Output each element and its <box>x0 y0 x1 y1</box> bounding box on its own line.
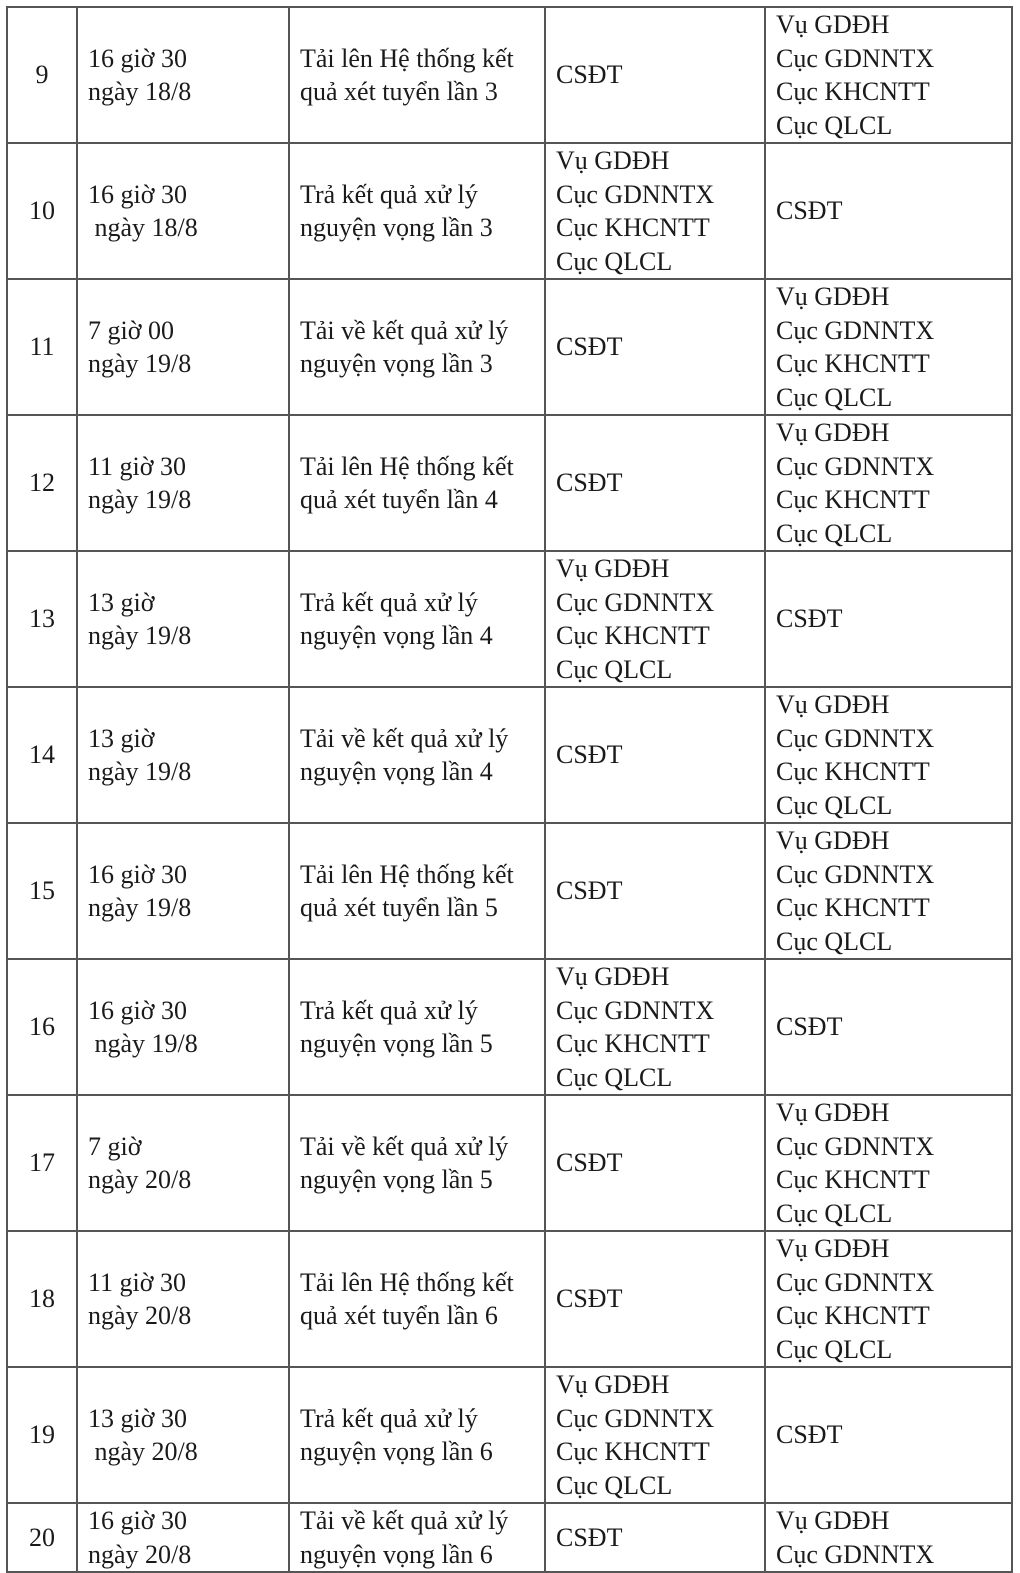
responsible-cell <box>545 415 765 551</box>
responsible-cell-line: CSĐT <box>556 1148 623 1178</box>
time-cell <box>77 143 289 279</box>
time-cell <box>77 959 289 1095</box>
time-cell-line: ngày 20/8 <box>88 1539 192 1569</box>
responsible-cell-line: Cục GDNNTX <box>556 587 715 617</box>
coordinating-cell <box>765 143 1012 279</box>
responsible-cell <box>545 1503 765 1572</box>
task-cell-line: nguyện vọng lần 3 <box>300 349 493 378</box>
responsible-cell-line: Vụ GDĐH <box>556 962 670 991</box>
coordinating-cell-line: Cục QLCL <box>776 382 893 412</box>
responsible-cell <box>545 959 765 1095</box>
responsible-cell <box>545 1231 765 1367</box>
time-cell <box>77 1231 289 1367</box>
responsible-cell-line: Cục QLCL <box>556 1470 673 1500</box>
responsible-cell-line: Cục KHCNTT <box>556 1437 710 1466</box>
coordinating-cell-line: Cục KHCNTT <box>776 893 930 922</box>
time-cell-line: ngày 18/8 <box>88 77 192 106</box>
time-cell-line: 16 giờ 30 <box>88 179 187 209</box>
coordinating-cell-line: Cục GDNNTX <box>776 859 935 889</box>
time-cell <box>77 1095 289 1231</box>
time-cell-line: 16 giờ 30 <box>88 1506 187 1535</box>
task-cell-line: Tải về kết quả xử lý <box>300 1131 509 1161</box>
responsible-cell-line: Cục QLCL <box>556 246 673 276</box>
coordinating-cell-line: Vụ GDĐH <box>776 10 890 39</box>
row-number-cell: 19 <box>7 1367 77 1503</box>
task-cell-line: Tải lên Hệ thống kết <box>300 1267 514 1297</box>
coordinating-cell <box>765 959 1012 1095</box>
responsible-cell-line: CSĐT <box>556 1522 623 1552</box>
coordinating-cell-line: Vụ GDĐH <box>776 826 890 855</box>
row-number-cell: 11 <box>7 279 77 415</box>
task-cell-line: nguyện vọng lần 4 <box>300 757 493 786</box>
task-cell-line: nguyện vọng lần 5 <box>300 1165 493 1194</box>
task-cell-line: Trả kết quả xử lý <box>300 587 478 617</box>
responsible-cell-line: CSĐT <box>556 468 623 498</box>
responsible-cell <box>545 823 765 959</box>
time-cell <box>77 415 289 551</box>
coordinating-cell-line: Cục GDNNTX <box>776 43 935 73</box>
coordinating-cell <box>765 279 1012 415</box>
coordinating-cell-line: Cục QLCL <box>776 926 893 956</box>
row-number-cell: 15 <box>7 823 77 959</box>
responsible-cell-line: Cục KHCNTT <box>556 213 710 242</box>
time-cell-line: 16 giờ 30 <box>88 995 187 1025</box>
time-cell <box>77 687 289 823</box>
time-cell-line: 13 giờ <box>88 587 155 617</box>
time-cell-line: ngày 19/8 <box>88 349 192 378</box>
time-cell-line: ngày 20/8 <box>88 1301 192 1330</box>
coordinating-cell-line: Cục GDNNTX <box>776 451 935 481</box>
task-cell <box>289 1367 545 1503</box>
responsible-cell-line: Vụ GDĐH <box>556 554 670 583</box>
row-number-cell: 16 <box>7 959 77 1095</box>
responsible-cell-line: Vụ GDĐH <box>556 146 670 175</box>
task-cell <box>289 279 545 415</box>
responsible-cell-line: Cục QLCL <box>556 1062 673 1092</box>
coordinating-cell-line: Cục GDNNTX <box>776 1267 935 1297</box>
responsible-cell-line: Cục GDNNTX <box>556 1403 715 1433</box>
time-cell-line: ngày 19/8 <box>88 893 192 922</box>
coordinating-cell-line: Cục KHCNTT <box>776 1301 930 1330</box>
row-number-cell: 18 <box>7 1231 77 1367</box>
coordinating-cell-line: CSĐT <box>776 196 843 226</box>
row-number-cell: 17 <box>7 1095 77 1231</box>
coordinating-cell-line: Cục QLCL <box>776 1334 893 1364</box>
coordinating-cell <box>765 1095 1012 1231</box>
table-row <box>7 1503 1012 1572</box>
responsible-cell-line: Cục QLCL <box>556 654 673 684</box>
task-cell <box>289 687 545 823</box>
task-cell-line: nguyện vọng lần 4 <box>300 621 493 650</box>
time-cell-line: ngày 19/8 <box>88 485 192 514</box>
coordinating-cell-line: Cục GDNNTX <box>776 1539 935 1569</box>
time-cell-line: ngày 19/8 <box>88 1029 198 1058</box>
task-cell-line: quả xét tuyển lần 5 <box>300 893 498 922</box>
coordinating-cell-line: Vụ GDĐH <box>776 1098 890 1127</box>
row-number-cell: 13 <box>7 551 77 687</box>
table-row <box>7 1095 1012 1231</box>
coordinating-cell <box>765 1503 1012 1572</box>
time-cell <box>77 279 289 415</box>
coordinating-cell <box>765 7 1012 143</box>
coordinating-cell-line: Cục GDNNTX <box>776 315 935 345</box>
coordinating-cell <box>765 1231 1012 1367</box>
responsible-cell <box>545 279 765 415</box>
task-cell-line: Tải về kết quả xử lý <box>300 315 509 345</box>
time-cell-line: 16 giờ 30 <box>88 43 187 73</box>
coordinating-cell <box>765 551 1012 687</box>
schedule-table-body <box>7 7 1012 1572</box>
table-row <box>7 1367 1012 1503</box>
task-cell <box>289 959 545 1095</box>
task-cell-line: Tải lên Hệ thống kết <box>300 859 514 889</box>
responsible-cell <box>545 7 765 143</box>
time-cell <box>77 1503 289 1572</box>
task-cell-line: nguyện vọng lần 6 <box>300 1539 493 1569</box>
coordinating-cell <box>765 823 1012 959</box>
responsible-cell-line: CSĐT <box>556 1284 623 1314</box>
responsible-cell <box>545 551 765 687</box>
task-cell <box>289 823 545 959</box>
time-cell-line: ngày 20/8 <box>88 1165 192 1194</box>
coordinating-cell-line: Cục KHCNTT <box>776 757 930 786</box>
task-cell-line: Tải về kết quả xử lý <box>300 723 509 753</box>
coordinating-cell-line: Cục GDNNTX <box>776 1131 935 1161</box>
time-cell-line: 13 giờ 30 <box>88 1403 187 1433</box>
time-cell-line: ngày 18/8 <box>88 213 198 242</box>
task-cell-line: Tải về kết quả xử lý <box>300 1506 509 1535</box>
task-cell <box>289 143 545 279</box>
responsible-cell-line: Cục KHCNTT <box>556 621 710 650</box>
task-cell-line: Tải lên Hệ thống kết <box>300 451 514 481</box>
time-cell <box>77 551 289 687</box>
task-cell <box>289 551 545 687</box>
time-cell <box>77 1367 289 1503</box>
coordinating-cell <box>765 1367 1012 1503</box>
coordinating-cell-line: Cục GDNNTX <box>776 723 935 753</box>
responsible-cell-line: CSĐT <box>556 876 623 906</box>
table-row <box>7 7 1012 143</box>
responsible-cell <box>545 1367 765 1503</box>
row-number-cell: 9 <box>7 7 77 143</box>
time-cell-line: ngày 19/8 <box>88 757 192 786</box>
responsible-cell-line: Cục KHCNTT <box>556 1029 710 1058</box>
table-row <box>7 415 1012 551</box>
row-number-cell: 20 <box>7 1503 77 1572</box>
coordinating-cell-line: CSĐT <box>776 604 843 634</box>
task-cell <box>289 1503 545 1572</box>
time-cell-line: 7 giờ <box>88 1131 142 1161</box>
coordinating-cell-line: Cục QLCL <box>776 110 893 140</box>
task-cell <box>289 415 545 551</box>
time-cell <box>77 823 289 959</box>
coordinating-cell-line: Cục KHCNTT <box>776 485 930 514</box>
row-number-cell: 14 <box>7 687 77 823</box>
task-cell <box>289 7 545 143</box>
coordinating-cell-line: Cục QLCL <box>776 1198 893 1228</box>
table-row <box>7 823 1012 959</box>
task-cell-line: Trả kết quả xử lý <box>300 995 478 1025</box>
coordinating-cell-line: Cục QLCL <box>776 790 893 820</box>
coordinating-cell-line: Cục QLCL <box>776 518 893 548</box>
table-row <box>7 959 1012 1095</box>
task-cell-line: Tải lên Hệ thống kết <box>300 43 514 73</box>
responsible-cell-line: CSĐT <box>556 740 623 770</box>
table-row <box>7 279 1012 415</box>
coordinating-cell-line: CSĐT <box>776 1420 843 1450</box>
time-cell-line: ngày 20/8 <box>88 1437 198 1466</box>
coordinating-cell-line: Vụ GDĐH <box>776 1234 890 1263</box>
coordinating-cell-line: Cục KHCNTT <box>776 77 930 106</box>
task-cell-line: Trả kết quả xử lý <box>300 179 478 209</box>
coordinating-cell-line: CSĐT <box>776 1012 843 1042</box>
task-cell <box>289 1095 545 1231</box>
responsible-cell <box>545 687 765 823</box>
time-cell <box>77 7 289 143</box>
responsible-cell <box>545 1095 765 1231</box>
table-row <box>7 551 1012 687</box>
coordinating-cell-line: Cục KHCNTT <box>776 349 930 378</box>
task-cell-line: quả xét tuyển lần 6 <box>300 1301 498 1330</box>
time-cell-line: 16 giờ 30 <box>88 859 187 889</box>
task-cell-line: nguyện vọng lần 5 <box>300 1029 493 1058</box>
responsible-cell <box>545 143 765 279</box>
coordinating-cell-line: Vụ GDĐH <box>776 1506 890 1535</box>
table-row <box>7 1231 1012 1367</box>
coordinating-cell <box>765 687 1012 823</box>
task-cell-line: quả xét tuyển lần 3 <box>300 77 498 106</box>
time-cell-line: 7 giờ 00 <box>88 315 174 345</box>
task-cell-line: quả xét tuyển lần 4 <box>300 485 498 514</box>
coordinating-cell-line: Vụ GDĐH <box>776 690 890 719</box>
responsible-cell-line: Vụ GDĐH <box>556 1370 670 1399</box>
task-cell-line: Trả kết quả xử lý <box>300 1403 478 1433</box>
coordinating-cell-line: Vụ GDĐH <box>776 418 890 447</box>
coordinating-cell-line: Vụ GDĐH <box>776 282 890 311</box>
responsible-cell-line: CSĐT <box>556 60 623 90</box>
row-number-cell: 12 <box>7 415 77 551</box>
time-cell-line: ngày 19/8 <box>88 621 192 650</box>
task-cell-line: nguyện vọng lần 3 <box>300 213 493 242</box>
coordinating-cell <box>765 415 1012 551</box>
time-cell-line: 13 giờ <box>88 723 155 753</box>
task-cell <box>289 1231 545 1367</box>
coordinating-cell-line: Cục KHCNTT <box>776 1165 930 1194</box>
table-row <box>7 143 1012 279</box>
schedule-table <box>6 6 1013 1573</box>
time-cell-line: 11 giờ 30 <box>88 1267 187 1297</box>
responsible-cell-line: CSĐT <box>556 332 623 362</box>
time-cell-line: 11 giờ 30 <box>88 451 187 481</box>
table-row <box>7 687 1012 823</box>
responsible-cell-line: Cục GDNNTX <box>556 995 715 1025</box>
row-number-cell: 10 <box>7 143 77 279</box>
responsible-cell-line: Cục GDNNTX <box>556 179 715 209</box>
task-cell-line: nguyện vọng lần 6 <box>300 1437 493 1466</box>
